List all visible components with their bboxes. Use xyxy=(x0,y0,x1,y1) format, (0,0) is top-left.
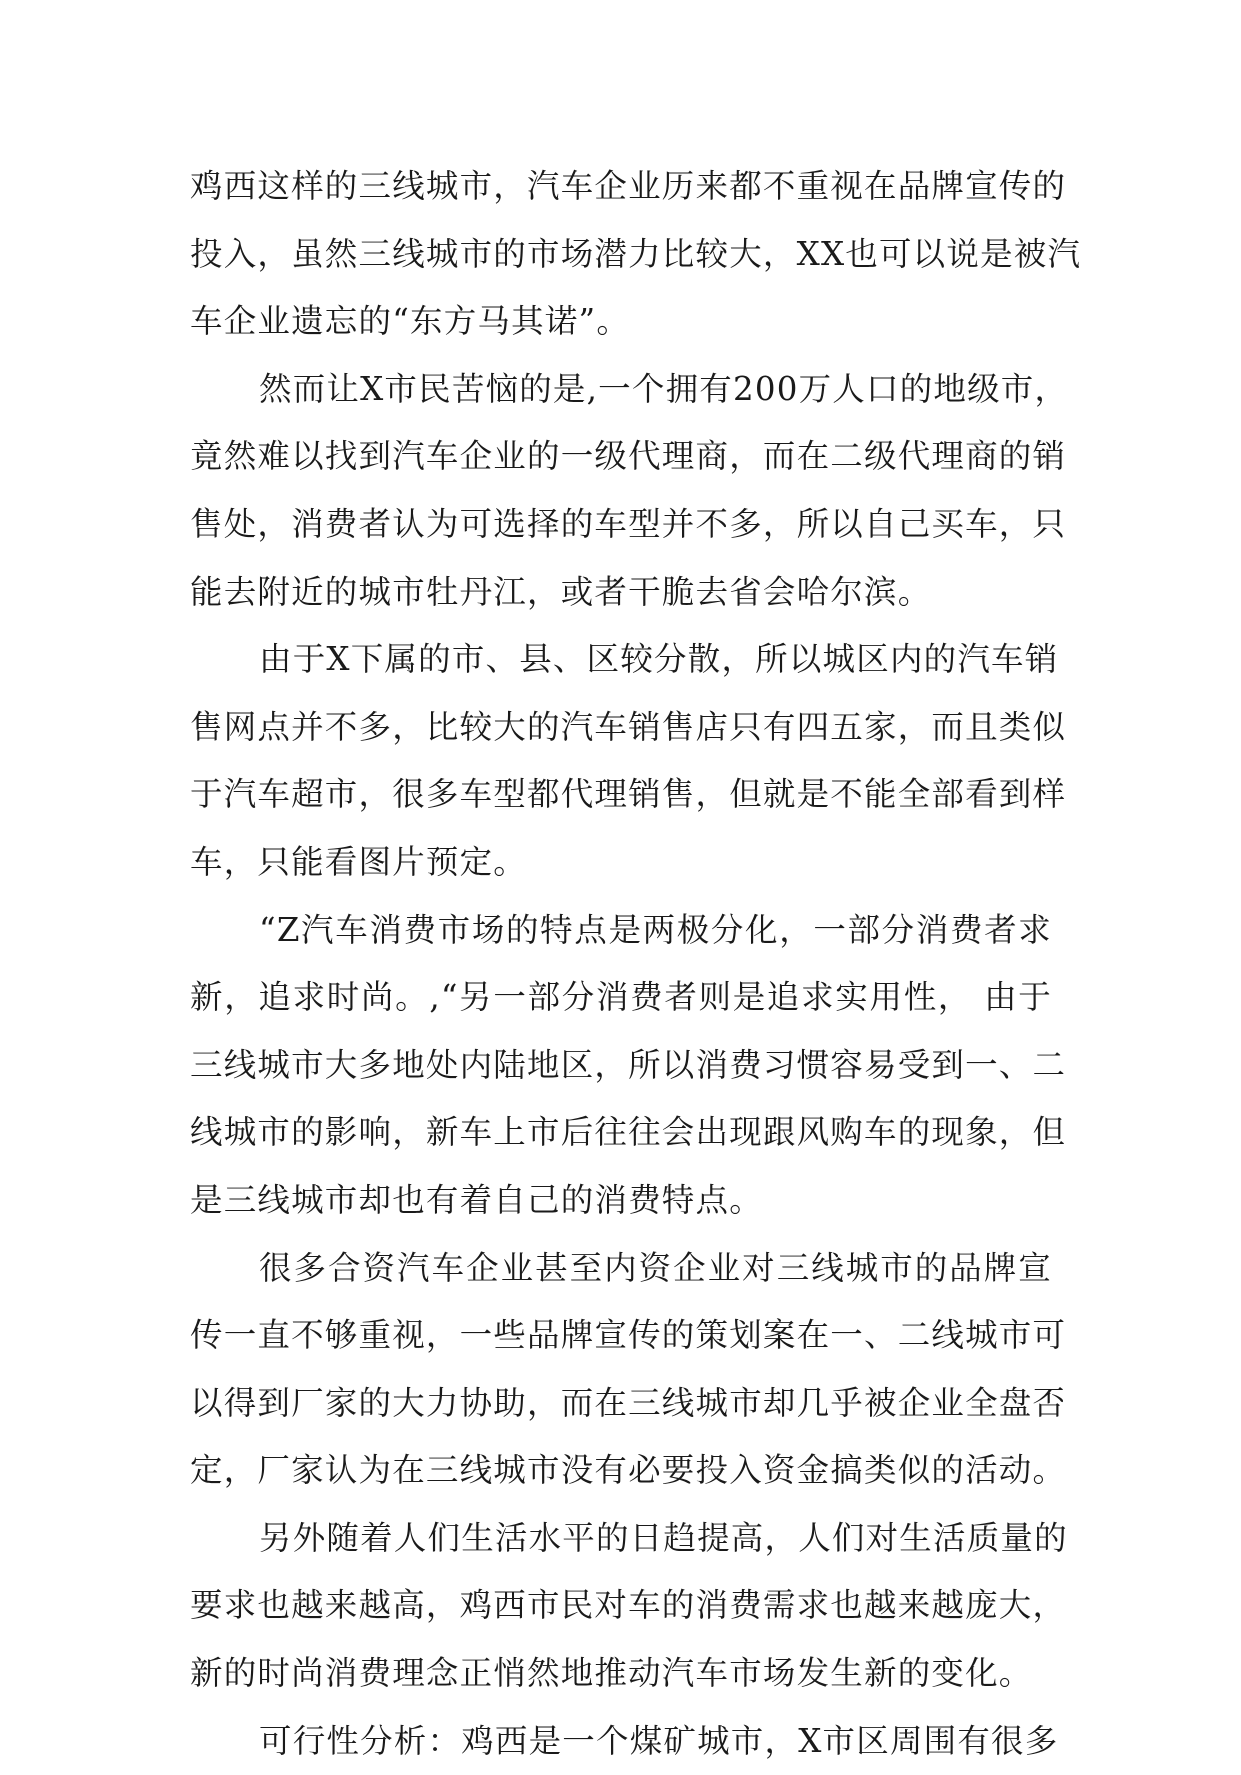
text-line: 另外随着人们生活水平的日趋提高，人们对生活质量的 xyxy=(259,1518,1068,1557)
paragraph xyxy=(190,626,1067,896)
text-line: 定，厂家认为在三线城市没有必要投入资金搞类似的活动。 xyxy=(190,1451,1067,1490)
paragraph xyxy=(190,153,1082,356)
text-line: 线城市的影响，新车上市后往往会出现跟风购车的现象，但 xyxy=(190,1113,1067,1152)
text-line: 传一直不够重视，一些品牌宣传的策划案在一、二线城市可 xyxy=(190,1316,1067,1355)
text-line: 鸡西这样的三线城市，汽车企业历来都不重视在品牌宣传的 xyxy=(190,167,1067,205)
text-line: 是三线城市却也有着自己的消费特点。 xyxy=(190,1180,763,1219)
text-line: 车，只能看图片预定。 xyxy=(190,842,528,881)
paragraph xyxy=(190,1505,1068,1708)
text-line: 以得到厂家的大力协助，而在三线城市却几乎被企业全盘否 xyxy=(190,1383,1067,1422)
text-line: 新的时尚消费理念正悄然地推动汽车市场发生新的变化。 xyxy=(190,1654,1033,1693)
text-line: 投入，虽然三线城市的市场潜力比较大，XX也可以说是被汽 xyxy=(190,234,1082,273)
paragraph xyxy=(190,1235,1067,1505)
text-line: 新，追求时尚。,“另一部分消费者则是追求实用性， 由于 xyxy=(190,978,1052,1017)
text-line: 然而让X市民苦恼的是,一个拥有200万人口的地级市， xyxy=(259,369,1069,408)
text-line: 要求也越来越高，鸡西市民对车的消费需求也越来越庞大， xyxy=(190,1586,1067,1625)
paragraph xyxy=(190,897,1067,1235)
text-line: 竟然难以找到汽车企业的一级代理商，而在二级代理商的销 xyxy=(190,437,1067,476)
text-line: 很多合资汽车企业甚至内资企业对三线城市的品牌宣 xyxy=(259,1248,1052,1287)
text-line: 于汽车超市，很多车型都代理销售，但就是不能全部看到样 xyxy=(190,775,1067,814)
text-line: 车企业遗忘的“东方马其诺”。 xyxy=(190,302,631,341)
text-line: “Z汽车消费市场的特点是两极分化，一部分消费者求 xyxy=(259,910,1052,949)
text-line: 售处，消费者认为可选择的车型并不多，所以自己买车，只 xyxy=(190,504,1067,543)
text-line: 能去附近的城市牡丹江，或者干脆去省会哈尔滨。 xyxy=(190,572,932,611)
paragraph xyxy=(190,356,1069,626)
text-line: 三线城市大多地处内陆地区，所以消费习惯容易受到一、二 xyxy=(190,1045,1067,1084)
paragraph xyxy=(190,1708,1059,1775)
text-line: 可行性分析：鸡西是一个煤矿城市，X市区周围有很多 xyxy=(259,1721,1059,1760)
body-text xyxy=(190,153,1082,1775)
text-line: 售网点并不多，比较大的汽车销售店只有四五家，而且类似 xyxy=(190,707,1067,746)
text-line: 由于X下属的市、县、区较分散，所以城区内的汽车销 xyxy=(259,640,1059,679)
